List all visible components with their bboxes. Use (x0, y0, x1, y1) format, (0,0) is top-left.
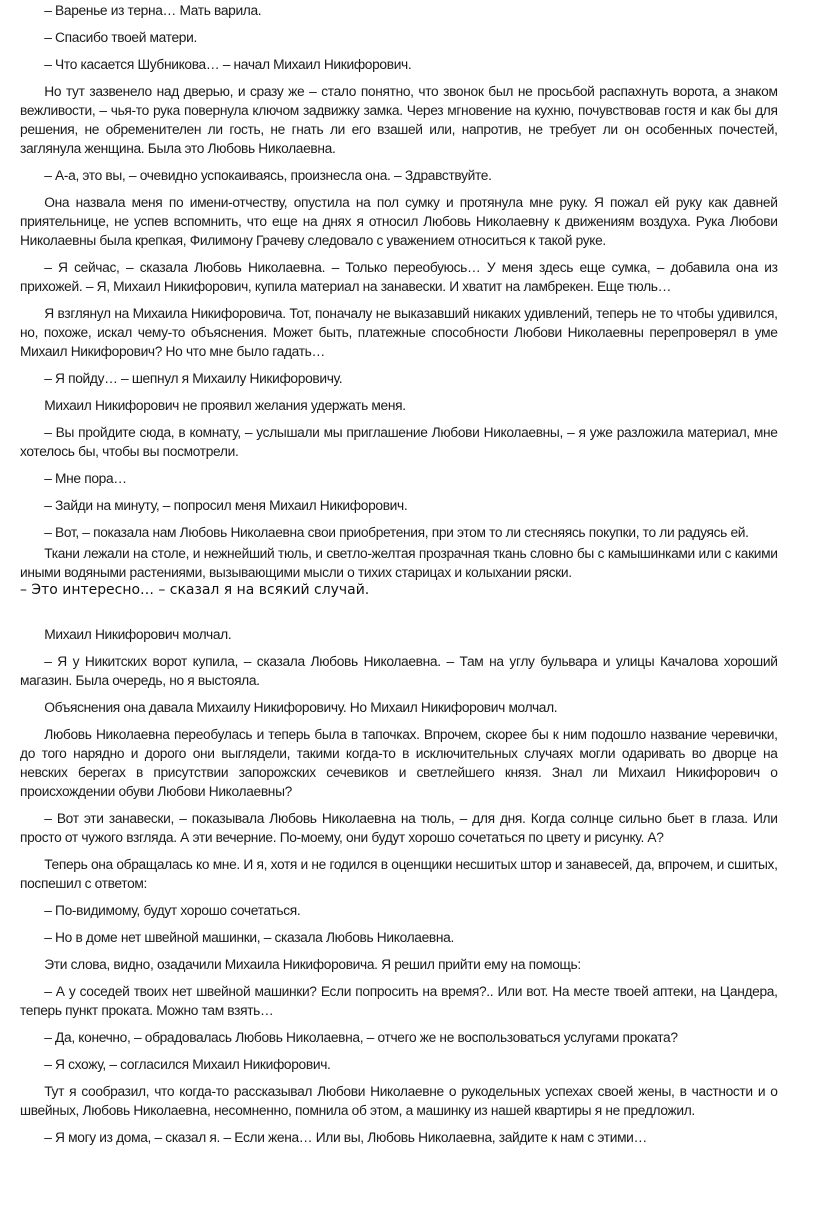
dialogue-line: – А у соседей твоих нет швейной машинки? Если попросить на время?.. Или вот. На месте твоей аптеки, на Цандера, теперь пункт проката. Можно там взять… (20, 984, 778, 1019)
dialogue-line: – Я пойду… – шепнул я Михаилу Никифоровичу. (44, 371, 343, 387)
dialogue-line: – Я у Никитских ворот купила, – сказала Любовь Николаевна. – Там на углу бульвара и улицы Качалова хороший магазин. Была очередь, но я выстояла. (20, 654, 778, 689)
dialogue-line: – По-видимому, будут хорошо сочетаться. (44, 903, 301, 919)
dialogue-line: – Варенье из терна… Мать варила. (44, 3, 262, 19)
dialogue-line: – Вы пройдите сюда, в комнату, – услышали мы приглашение Любови Николаевны, – я уже разложила материал, мне хотелось бы, чтобы вы посмотрели. (20, 425, 778, 460)
narrative-paragraph: Эти слова, видно, озадачили Михаила Никифоровича. Я решил прийти ему на помощь: (44, 957, 581, 973)
dialogue-line-alt-font: – Это интересно… – сказал я на всякий случай. (20, 582, 370, 598)
dialogue-line: – Что касается Шубникова… – начал Михаил Никифорович. (44, 57, 412, 73)
dialogue-line: – А-а, это вы, – очевидно успокаиваясь, произнесла она. – Здравствуйте. (44, 168, 492, 184)
narrative-paragraph: Михаил Никифорович молчал. (44, 627, 232, 643)
narrative-paragraph: Тут я сообразил, что когда-то рассказывал Любови Николаевне о рукодельных успехах своей жены, в частности и о швейных, Любовь Николаевна, несомненно, помнила об этом, а машинку из нашей квартиры я не предложил. (20, 1084, 778, 1119)
narrative-paragraph: Теперь она обращалась ко мне. И я, хотя и не годился в оценщики несшитых штор и занавесей, да, впрочем, и сшитых, поспешил с ответом: (20, 857, 778, 892)
narrative-paragraph: Но тут зазвенело над дверью, и сразу же – стало понятно, что звонок был не просьбой распахнуть ворота, а знаком вежливости, – чья-то рука повернула ключом задвижку замка. Через мгновение на кухню, почувствовав гостя и как бы для решения, не обременителен ли гость, не гнать ли его взашей или, напротив, не требует ли он особенных почестей, заглянула женщина. Была это Любовь Николаевна. (20, 84, 778, 157)
dialogue-line: – Но в доме нет швейной машинки, – сказала Любовь Николаевна. (44, 930, 454, 946)
dialogue-line: – Я схожу, – согласился Михаил Никифорович. (44, 1057, 331, 1073)
narrative-paragraph: Она назвала меня по имени-отчеству, опустила на пол сумку и протянула мне руку. Я пожал ей руку как давней приятельнице, не успев вспомнить, что еще на днях я относил Любовь Николаевну к движениям воздуха. Рука Любови Николаевны была крепкая, Филимону Грачеву следовало с уважением относиться к такой руке. (20, 195, 778, 249)
narrative-paragraph: Объяснения она давала Михаилу Никифоровичу. Но Михаил Никифорович молчал. (44, 700, 558, 716)
dialogue-line: – Мне пора… (44, 471, 127, 487)
dialogue-line: – Да, конечно, – обрадовалась Любовь Николаевна, – отчего же не воспользоваться услугами проката? (44, 1030, 678, 1046)
dialogue-line: – Я могу из дома, – сказал я. – Если жена… Или вы, Любовь Николаевна, зайдите к нам с этими… (44, 1130, 647, 1146)
narrative-paragraph: Я взглянул на Михаила Никифоровича. Тот, поначалу не выказавший никаких удивлений, теперь не то чтобы удивился, но, похоже, искал чему-то объяснения. Может быть, платежные способности Любови Николаевны перепроверял в уме Михаил Никифорович? Но что мне было гадать… (20, 306, 778, 360)
dialogue-line: – Зайди на минуту, – попросил меня Михаил Никифорович. (44, 498, 408, 514)
narrative-paragraph: Ткани лежали на столе, и нежнейший тюль, и светло-желтая прозрачная ткань словно бы с камышинками или с какими иными водяными растениями, вызывающими мысли о тихих старицах и колыхании ряски. (20, 546, 778, 581)
narrative-paragraph: Михаил Никифорович не проявил желания удержать меня. (44, 398, 406, 414)
dialogue-line: – Вот эти занавески, – показывала Любовь Николаевна на тюль, – для дня. Когда солнце сильно бьет в глаза. Или просто от чужого взгляда. А эти вечерние. По-моему, они будут хорошо сочетаться по цвету и рисунку. А? (20, 811, 778, 846)
dialogue-line: – Я сейчас, – сказала Любовь Николаевна. – Только переобуюсь… У меня здесь еще сумка, – добавила она из прихожей. – Я, Михаил Никифорович, купила материал на занавески. И хватит на ламбрекен. Еще тюль… (20, 260, 778, 295)
dialogue-line: – Вот, – показала нам Любовь Николаевна свои приобретения, при этом то ли стесняясь покупки, то ли радуясь ей. (44, 525, 749, 541)
dialogue-line: – Спасибо твоей матери. (44, 30, 197, 46)
document-page (20, 2, 778, 1156)
narrative-paragraph: Любовь Николаевна переобулась и теперь была в тапочках. Впрочем, скорее бы к ним подошло название черевички, до того нарядно и дорого они выглядели, такими когда-то в исключительных случаях могли одаривать во дворце на невских берегах в присутствии запорожских сечевиков и светлейшего князя. Знал ли Михаил Никифорович о происхождении обуви Любови Николаевны? (20, 727, 778, 800)
